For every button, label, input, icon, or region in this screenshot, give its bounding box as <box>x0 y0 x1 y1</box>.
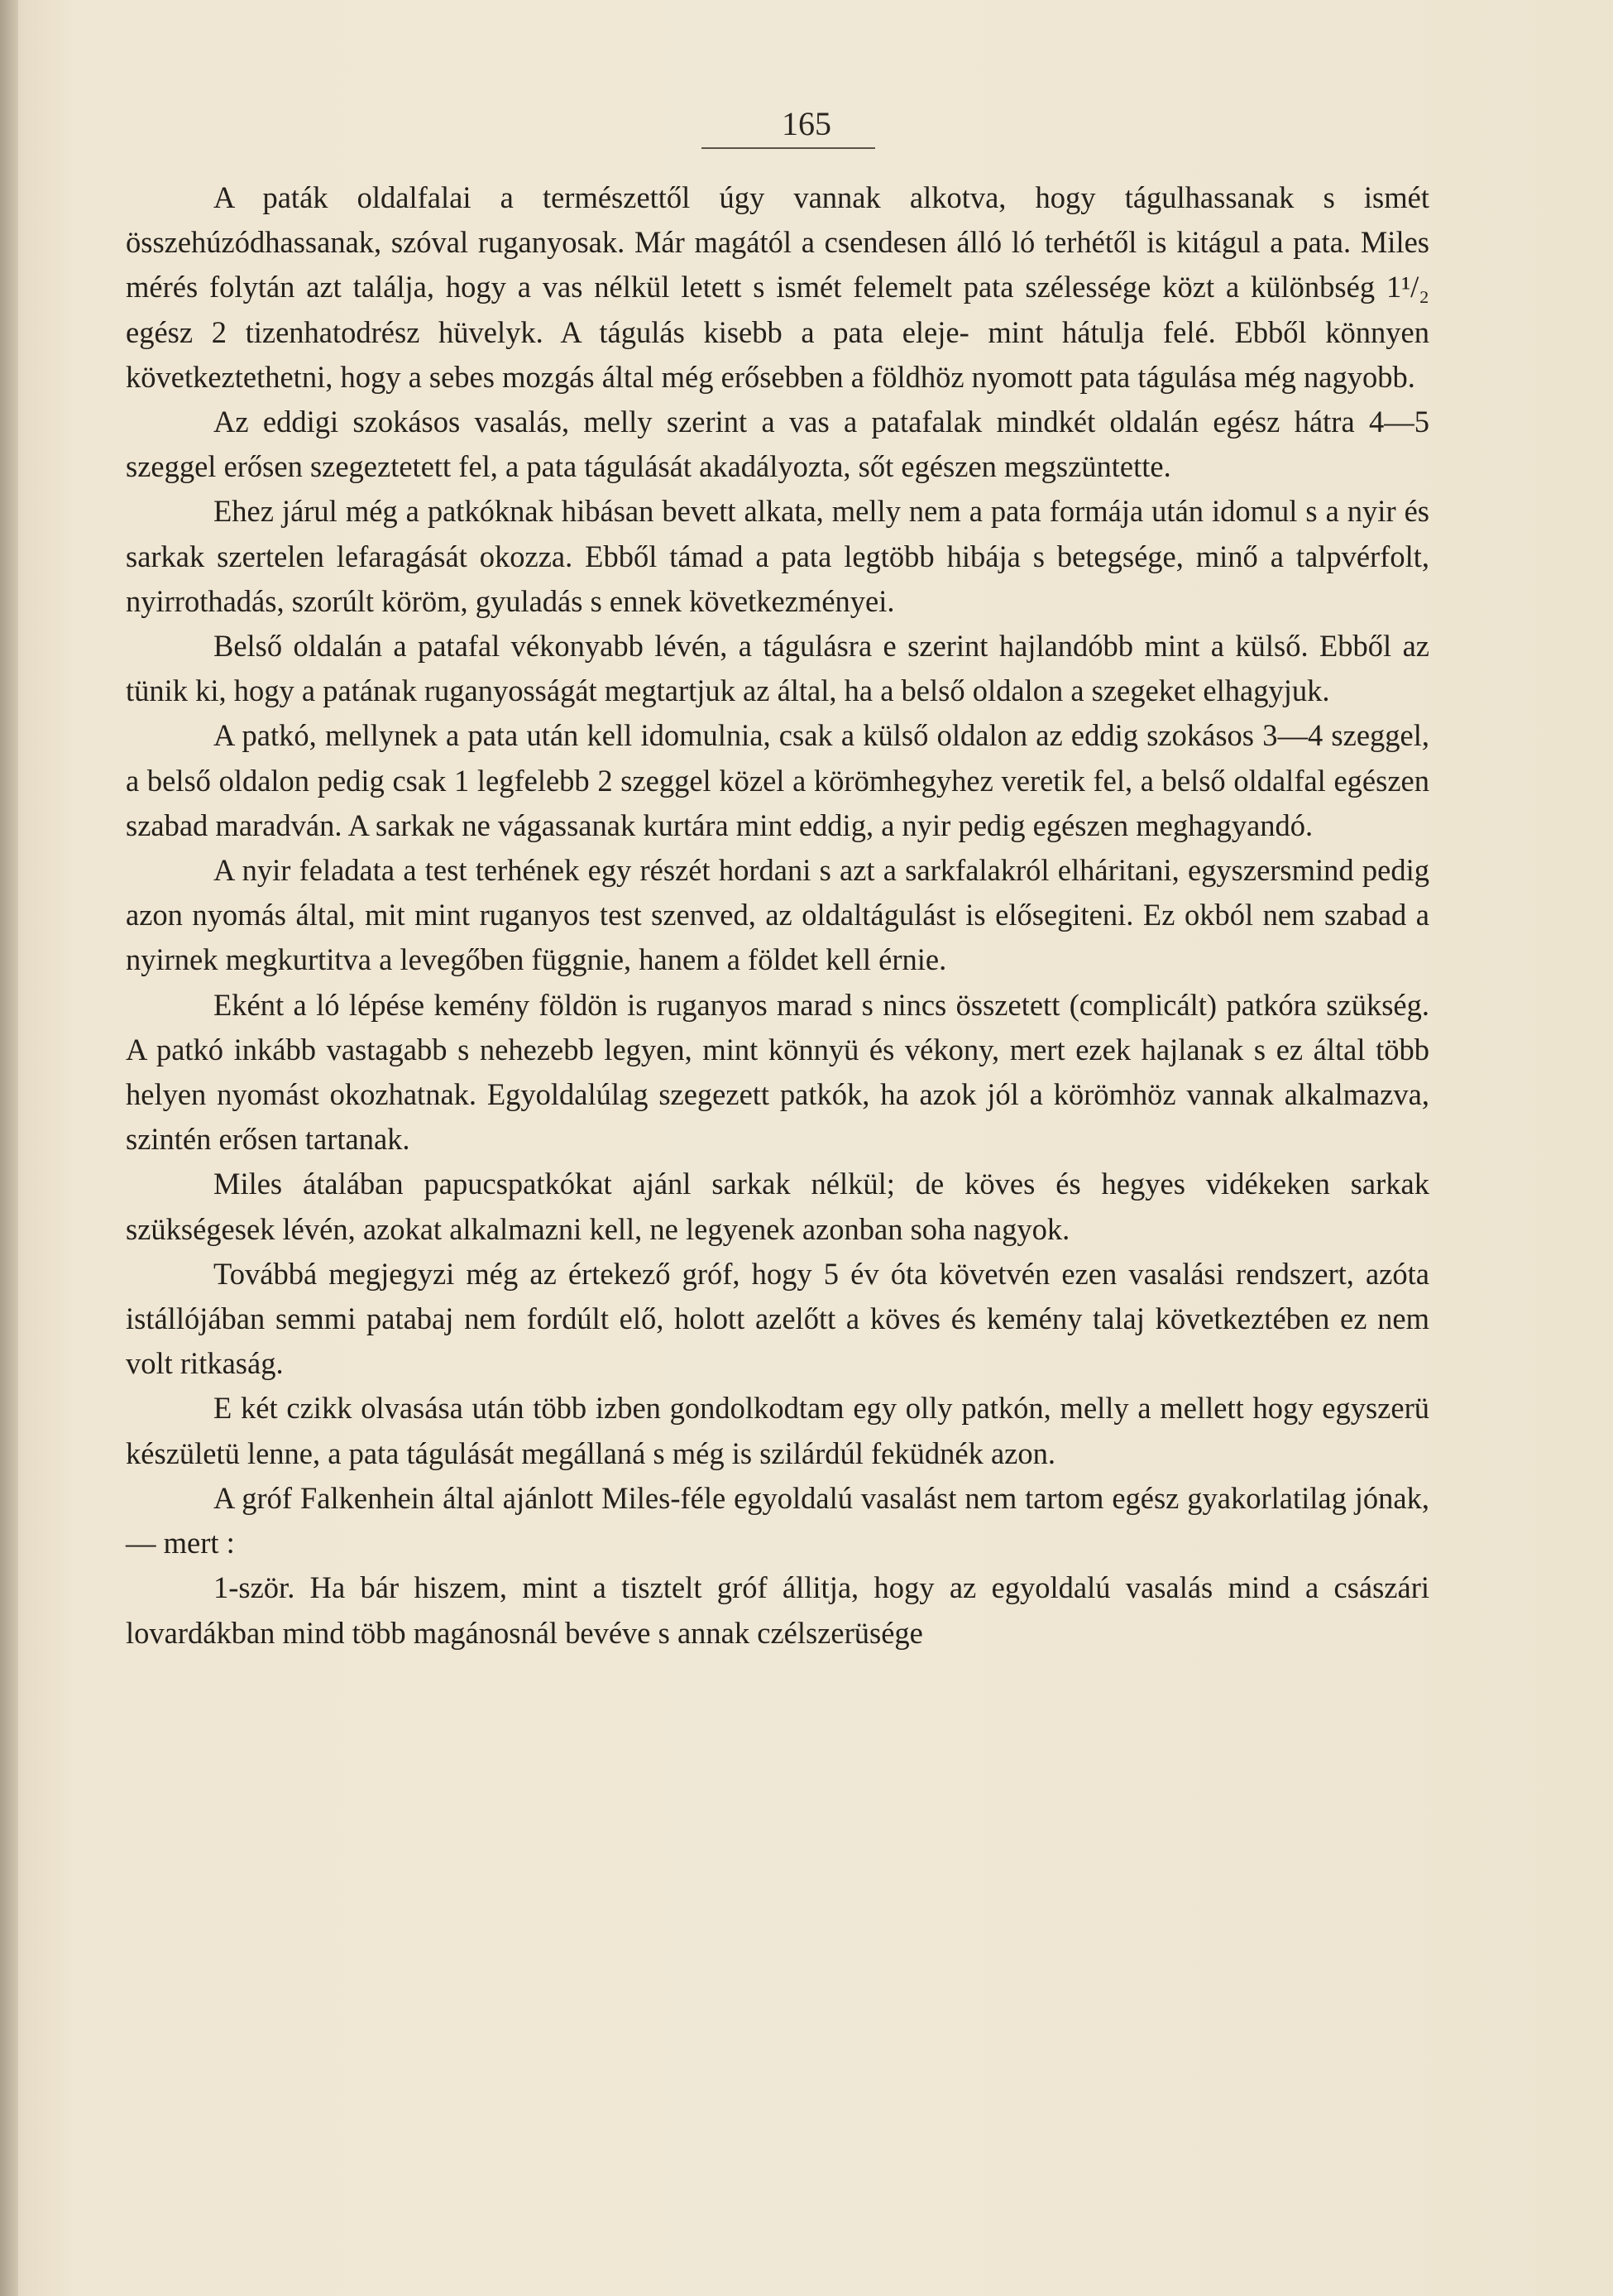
paragraph: 1-ször. Ha bár hiszem, mint a tisztelt gróf állitja, hogy az egyoldalú vasalás mind a császári lovardákban mind több magánosnál bevéve s annak czélszerüsége <box>126 1570 1429 1650</box>
paragraph: A paták oldalfalai a természettől úgy vannak alkotva, hogy tágulhassanak s ismét összehúzódhassanak, szóval ruganyosak. Már magától a csendesen álló ló terhétől is kitágul a pata. Miles mérés folytán azt találja, hogy a vas nélkül letett s ismét felemelt pata szélessége közt a különbség 1¹/₂ egész 2 tizenhatodrész hüvelyk. A tágulás kisebb a pata eleje- mint hátulja felé. Ebből könnyen következtethetni, hogy a sebes mozgás által még erősebben a földhöz nyomott pata tágulása még nagyobb. <box>126 180 1429 394</box>
paragraph: E két czikk olvasása után több izben gondolkodtam egy olly patkón, melly a mellett hogy egyszerü készületü lenne, a pata tágulását megállaná s még is szilárdúl feküdnék azon. <box>126 1391 1429 1470</box>
paragraph: Eként a ló lépése kemény földön is ruganyos marad s nincs összetett (complicált) patkóra szükség. A patkó inkább vastagabb s nehezebb legyen, mint könnyü és vékony, mert ezek hajlanak s ez által több helyen nyomást okozhatnak. Egyoldalúlag szegezett patkók, ha azok jól a körömhöz vannak alkalmazva, szintén erősen tartanak. <box>126 987 1429 1157</box>
book-spine-shadow <box>0 0 18 2296</box>
body-text <box>126 175 1429 1656</box>
page-number: 165 <box>782 105 831 142</box>
paragraph: Ehez járul még a patkóknak hibásan bevett alkata, melly nem a pata formája után idomul s a nyir és sarkak szertelen lefaragását okozza. Ebből támad a pata legtöbb hibája s betegsége, minő a talpvérfolt, nyirrothadás, szorúlt köröm, gyuladás s ennek következményei. <box>126 494 1429 618</box>
paragraph: Miles átalában papucspatkókat ajánl sarkak nélkül; de köves és hegyes vidékeken sarkak szükségesek lévén, azokat alkalmazni kell, ne legyenek azonban soha nagyok. <box>126 1167 1429 1246</box>
paragraph: A gróf Falkenhein által ajánlott Miles-féle egyoldalú vasalást nem tartom egész gyakorlatilag jónak, — mert : <box>126 1480 1429 1560</box>
paragraph: Továbbá megjegyzi még az értekező gróf, hogy 5 év óta követvén ezen vasalási rendszert, azóta istállójában semmi patabaj nem fordúlt elő, holott azelőtt a köves és kemény talaj következtében ez nem volt ritkaság. <box>126 1256 1429 1381</box>
paragraph: A patkó, mellynek a pata után kell idomulnia, csak a külső oldalon az eddig szokásos 3—4 szeggel, a belső oldalon pedig csak 1 legfelebb 2 szeggel közel a körömhegyhez veretik fel, a belső oldalfal egészen szabad maradván. A sarkak ne vágassanak kurtára mint eddig, a nyir pedig egészen meghagyandó. <box>126 718 1429 842</box>
paragraph: Belső oldalán a patafal vékonyabb lévén, a tágulásra e szerint hajlandóbb mint a külső. Ebből az tünik ki, hogy a patának ruganyosságát megtartjuk az által, ha a belső oldalon a szegeket elhagyjuk. <box>126 629 1429 708</box>
header-rule <box>701 147 875 149</box>
paragraph: A nyir feladata a test terhének egy részét hordani s azt a sarkfalakról elháritani, egyszersmind pedig azon nyomás által, mit mint ruganyos test szenved, az oldaltágulást is elősegiteni. Ez okból nem szabad a nyirnek megkurtitva a levegőben függnie, hanem a földet kell érnie. <box>126 853 1429 977</box>
paragraph: Az eddigi szokásos vasalás, melly szerint a vas a patafalak mindkét oldalán egész hátra 4—5 szeggel erősen szegeztetett fel, a pata tágulását akadályozta, sőt egészen megszüntette. <box>126 405 1429 484</box>
